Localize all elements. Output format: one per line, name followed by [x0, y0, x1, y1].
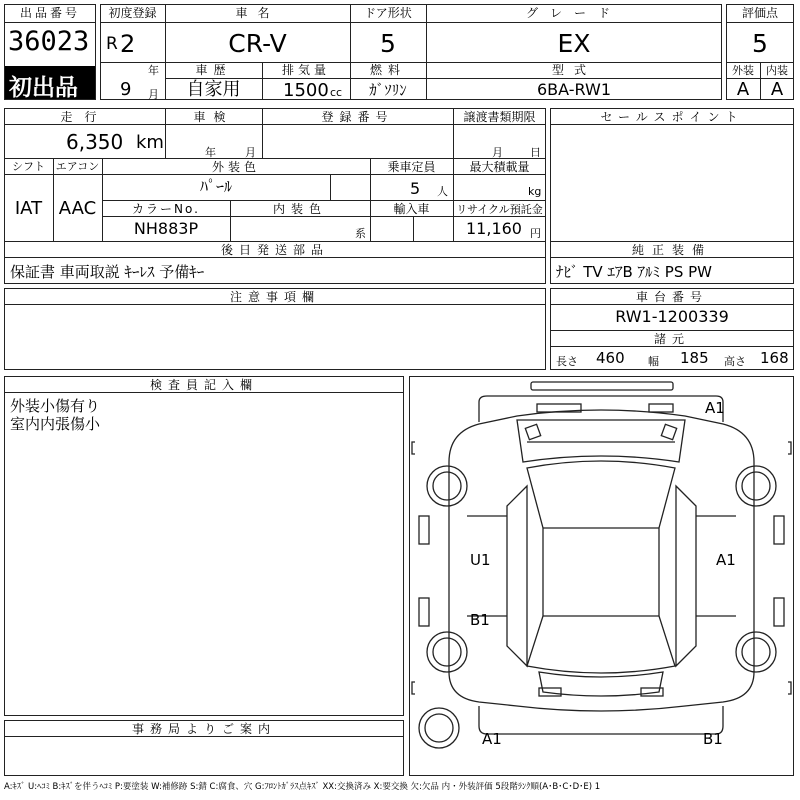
mileage-label: 走行	[60, 110, 109, 124]
max-load-unit: kg	[528, 185, 542, 198]
transfer-label: 譲渡書類期限	[463, 110, 536, 124]
later-parts: 保証書 車両取説 ｷｰﾚｽ 予備ｷｰ	[10, 263, 205, 281]
caution-label: 注意事項欄	[229, 290, 320, 304]
chassis-label: 車台番号	[635, 290, 708, 304]
equip-label: 純正装備	[631, 243, 712, 257]
int-color-label: 内装色	[272, 202, 327, 216]
recycle-label: リサイクル預託金	[456, 203, 543, 216]
legend-text: A:ｷｽﾞ U:ﾍｺﾐ B:ｷｽﾞを伴うﾍｺﾐ P:要塗装 W:補修跡 S:錆 C:腐食、穴 G:ﾌﾛﾝﾄｶﾞﾗｽ点ｷｽﾞ XX:交換済み X:要交換 欠:欠品 内・外装評価 5段階ﾗﾝｸ順(A･B･C･D･E) 1	[4, 782, 601, 792]
interior-grade: A	[770, 79, 784, 100]
inspection-month-unit: 月	[245, 146, 256, 159]
capacity: 5	[410, 179, 421, 198]
dims-label: 諸元	[653, 332, 690, 346]
door-label: ドア形状	[364, 6, 412, 20]
sales-label: セールスポイント	[600, 110, 744, 124]
year-value: 2	[120, 30, 136, 58]
inspector-line-1: 外装小傷有り	[10, 397, 101, 415]
inspector-line-2: 室内内張傷小	[10, 415, 101, 433]
max-load-label: 最大積載量	[469, 160, 530, 174]
year-unit: 年	[148, 64, 159, 77]
transfer-day-unit: 日	[530, 146, 541, 159]
length-label: 長さ	[556, 355, 578, 368]
mark-rear-left: A1	[482, 730, 502, 748]
displacement-label: 排気量	[281, 63, 330, 77]
shift-label: シフト	[12, 160, 45, 173]
month-value: 9	[120, 79, 132, 100]
car-name: CR-V	[228, 29, 287, 58]
fuel-label: 燃料	[369, 63, 406, 77]
office-label: 事務局よりご案内	[131, 722, 276, 736]
displacement: 1500	[283, 80, 329, 101]
first-listing-text: 初出品	[9, 75, 78, 101]
transfer-month-unit: 月	[492, 146, 503, 159]
mark-left-rear: B1	[470, 611, 490, 629]
fuel: ｶﾞｿﾘﾝ	[369, 81, 407, 99]
history: 自家用	[186, 79, 241, 100]
capacity-label: 乗車定員	[387, 160, 436, 174]
ac: AAC	[58, 198, 97, 219]
month-unit: 月	[148, 88, 159, 101]
ext-color-label: 外装色	[211, 160, 260, 174]
width-label: 幅	[648, 355, 659, 368]
interior-grade-label: 内装	[766, 64, 788, 77]
car-name-label: 車名	[235, 6, 280, 20]
lot-number: 36023	[8, 26, 90, 57]
int-color-unit: 系	[355, 227, 366, 240]
grade: EX	[557, 29, 591, 58]
score-label: 評価点	[741, 6, 778, 20]
inspection-label: 車検	[193, 110, 234, 124]
recycle: 11,160	[466, 219, 522, 238]
first-reg-label: 初度登録	[108, 6, 157, 20]
inspection-year-unit: 年	[205, 146, 216, 159]
width: 185	[680, 349, 709, 367]
ac-label: エアコン	[55, 160, 100, 173]
reg-no-label: 登録番号	[321, 110, 394, 124]
exterior-grade: A	[736, 79, 750, 100]
chassis: RW1-1200339	[615, 307, 729, 326]
ext-color: ﾊﾟｰﾙ	[199, 177, 232, 196]
capacity-unit: 人	[437, 185, 448, 198]
height: 168	[760, 349, 789, 367]
import-label: 輸入車	[393, 202, 430, 216]
shift: IAT	[14, 198, 43, 219]
displacement-unit: cc	[330, 86, 343, 99]
mark-left-mid: U1	[470, 551, 491, 569]
color-no-label: カラーNo.	[132, 202, 200, 216]
mark-right-mid: A1	[716, 551, 736, 569]
later-parts-label: 後日発送部品	[220, 243, 329, 257]
recycle-unit: 円	[530, 227, 541, 240]
era-mark: R	[106, 34, 118, 54]
mileage-unit: km	[136, 132, 164, 153]
inspector-label: 検査員記入欄	[149, 378, 258, 392]
mark-front: A1	[705, 399, 725, 417]
mileage: 6,350	[66, 130, 124, 154]
score: 5	[752, 29, 768, 58]
mark-rear-right: B1	[703, 730, 723, 748]
car-damage-diagram	[409, 376, 794, 776]
model: 6BA-RW1	[537, 80, 611, 99]
doors: 5	[380, 29, 396, 58]
history-label: 車歴	[195, 63, 232, 77]
color-no: NH883P	[133, 219, 199, 238]
length: 460	[596, 349, 625, 367]
height-label: 高さ	[724, 355, 746, 368]
model-label: 型式	[551, 63, 596, 77]
lot-label: 出品番号	[19, 6, 80, 20]
grade-label: グレード	[525, 6, 622, 20]
equipment: ﾅﾋﾞ TV ｴｱB ｱﾙﾐ PS PW	[556, 263, 712, 281]
exterior-grade-label: 外装	[732, 64, 754, 77]
